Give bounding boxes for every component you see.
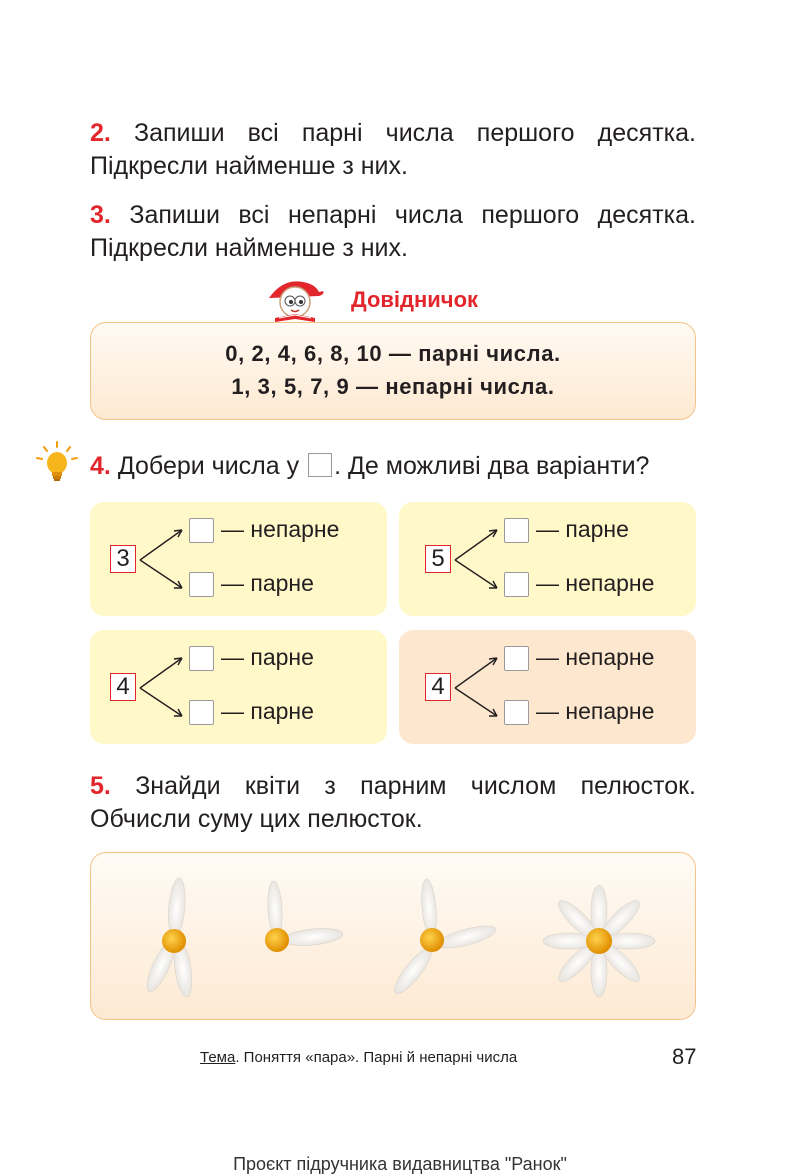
task-2-text: Запиши всі парні числа першого десятка. Підкресли найменше з них.	[90, 119, 697, 180]
branch-arrows-icon	[451, 644, 503, 730]
task-4	[90, 451, 649, 481]
topic-caption	[200, 1049, 517, 1066]
lightbulb-icon	[34, 440, 80, 486]
task-2-number: 2.	[90, 119, 111, 147]
daisy-flower-icon	[265, 881, 344, 952]
task-4-text-before: Добери числа у	[117, 452, 300, 480]
task-4-number: 4.	[90, 452, 111, 480]
start-number: 4	[425, 673, 451, 701]
daisy-flower-icon	[142, 878, 195, 998]
task-3-number: 3.	[90, 201, 111, 229]
reference-line-1: 0, 2, 4, 6, 8, 10 — парні числа.	[225, 341, 561, 366]
start-number: 3	[110, 545, 136, 573]
reference-box	[90, 322, 696, 420]
panel-bottom-label: — парне	[221, 698, 314, 724]
flowers-box	[90, 852, 696, 1020]
task-3-text: Запиши всі непарні числа першого десятка. Підкресли найменше з них.	[90, 201, 696, 262]
branch-arrows-icon	[136, 644, 188, 730]
mascot-reading-icon	[263, 274, 329, 326]
answer-box[interactable]	[189, 700, 214, 725]
flowers-illustration	[91, 853, 695, 1019]
answer-box[interactable]	[189, 518, 214, 543]
panel-top-label: — парне	[536, 516, 629, 542]
daisy-flower-icon	[543, 885, 655, 997]
reference-line-2: 1, 3, 5, 7, 9 — непарні числа.	[231, 374, 555, 399]
answer-box-sample	[308, 453, 332, 477]
start-number: 4	[110, 673, 136, 701]
answer-box[interactable]	[504, 646, 529, 671]
answer-box[interactable]	[504, 518, 529, 543]
branch-arrows-icon	[136, 516, 188, 602]
panel-1	[90, 502, 387, 616]
task-2	[90, 117, 696, 183]
answer-box[interactable]	[189, 572, 214, 597]
branch-arrows-icon	[451, 516, 503, 602]
panel-bottom-label: — парне	[221, 570, 314, 596]
topic-text: . Поняття «пара». Парні й непарні числа	[235, 1049, 518, 1066]
answer-box[interactable]	[504, 572, 529, 597]
reference-title: Довідничок	[351, 287, 479, 312]
panel-3	[90, 630, 387, 744]
panel-bottom-label: — непарне	[536, 570, 655, 596]
task-4-text-after: . Де можливі два варіанти?	[334, 452, 650, 480]
panel-top-label: — парне	[221, 644, 314, 670]
publisher-note: Проєкт підручника видавництва "Ранок"	[233, 1154, 567, 1174]
panel-top-label: — непарне	[536, 644, 655, 670]
page-number: 87	[672, 1044, 697, 1069]
task-3	[90, 199, 696, 265]
panel-top-label: — непарне	[221, 516, 340, 542]
topic-label: Тема	[200, 1049, 236, 1066]
task-5	[90, 770, 696, 836]
panel-4	[399, 630, 696, 744]
panel-bottom-label: — непарне	[536, 698, 655, 724]
task-5-number: 5.	[90, 772, 111, 800]
panel-2	[399, 502, 696, 616]
start-number: 5	[425, 545, 451, 573]
daisy-flower-icon	[389, 879, 498, 998]
answer-box[interactable]	[504, 700, 529, 725]
answer-box[interactable]	[189, 646, 214, 671]
task-5-text: Знайди квіти з парним числом пелюсток. Обчисли суму цих пелюсток.	[90, 772, 696, 833]
